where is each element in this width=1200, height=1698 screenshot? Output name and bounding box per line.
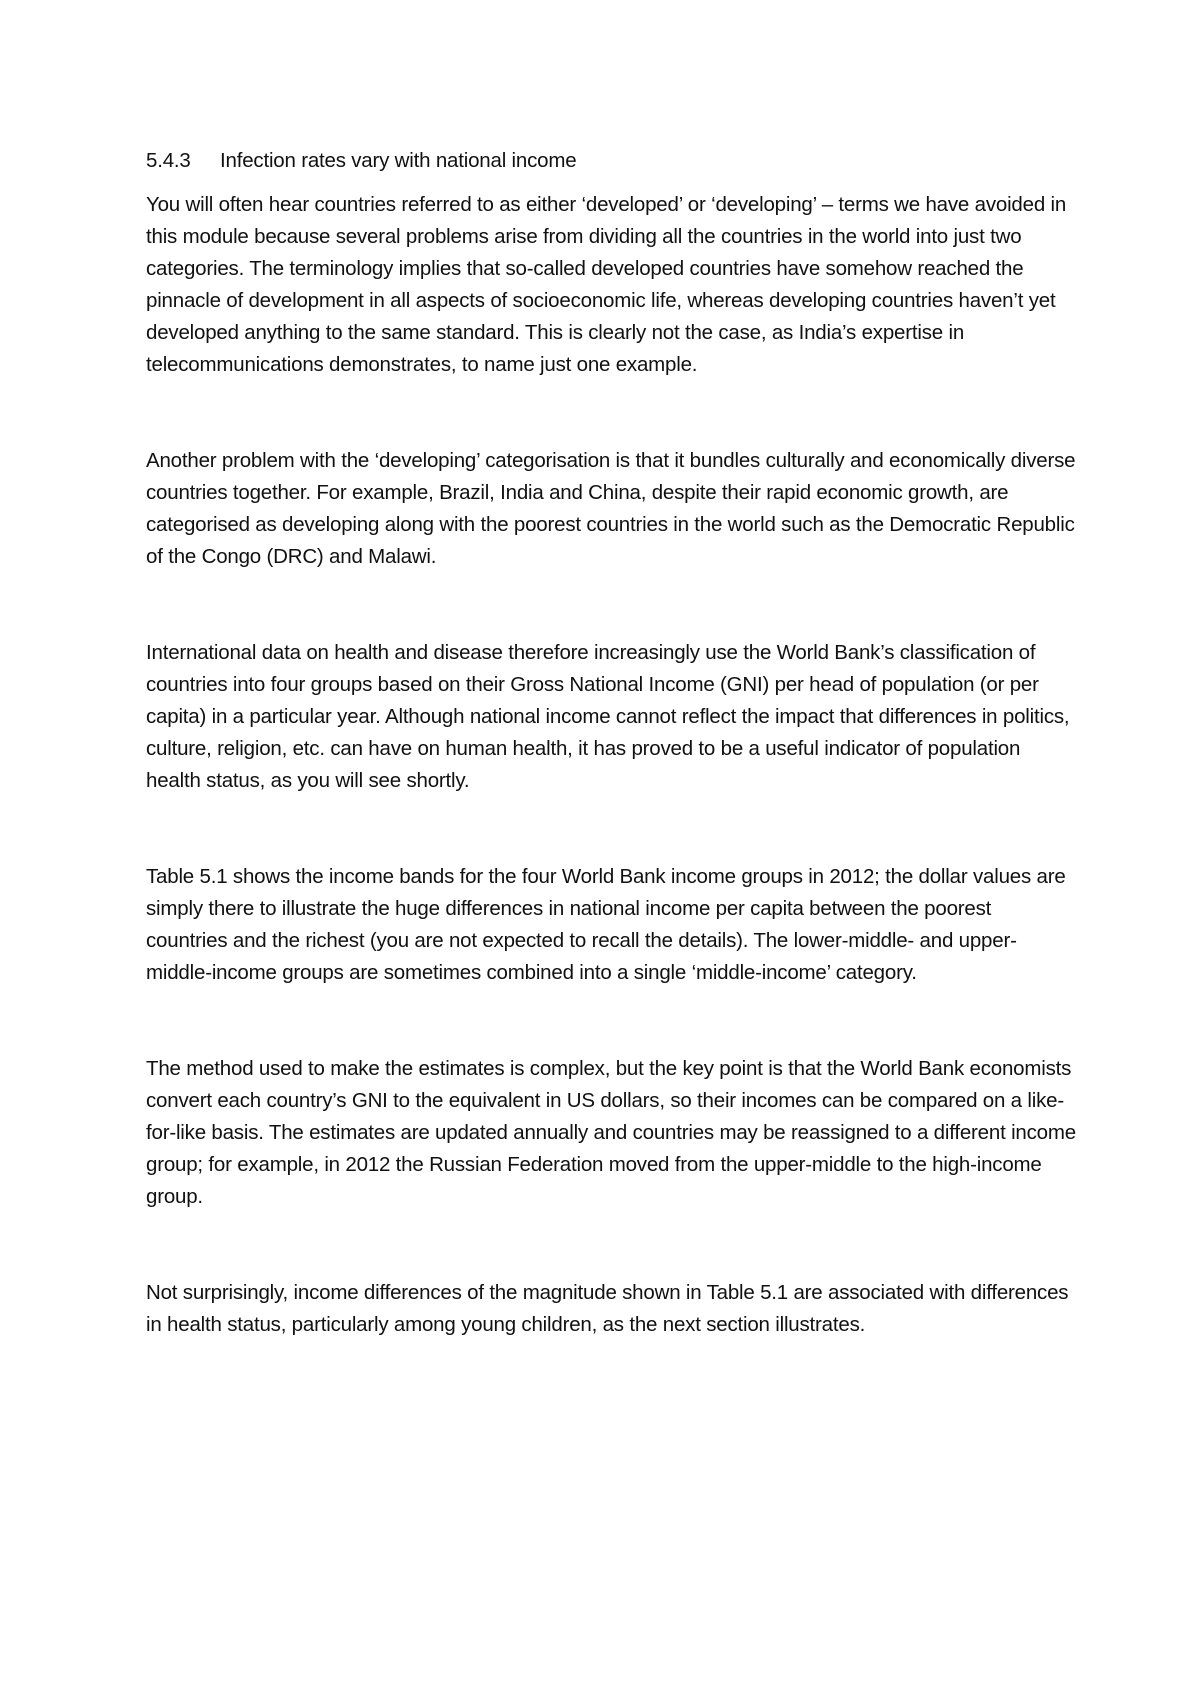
paragraph-health-differences: Not surprisingly, income differences of the magnitude shown in Table 5.1 are associated with differences in health status, particularly among young children, as the next section illustrates. bbox=[146, 1281, 1069, 1336]
paragraph-categorisation-problem: Another problem with the ‘developing’ categorisation is that it bundles culturally and economically diverse countries together. For example, Brazil, India and China, despite their rapid economic growth, are categorised as developing along with the poorest countries in the world such as the Democratic Republic of the Congo (DRC) and Malawi. bbox=[146, 449, 1076, 568]
paragraph-developed-developing: You will often hear countries referred to as either ‘developed’ or ‘developing’ – terms we have avoided in this module because several problems arise from dividing all the countries in the world into just two categories. The terminology implies that so-called developed countries have somehow reached the pinnacle of development in all aspects of socioeconomic life, whereas developing countries haven’t yet developed anything to the same standard. This is clearly not the case, as India’s expertise in telecommunications demonstrates, to name just one example. bbox=[146, 193, 1067, 376]
section-heading bbox=[146, 145, 1076, 177]
paragraph-world-bank-classification: International data on health and disease therefore increasingly use the World Bank’s classification of countries into four groups based on their Gross National Income (GNI) per head of population (or per capita) in a particular year. Although national income cannot reflect the impact that differences in politics, culture, religion, etc. can have on human health, it has proved to be a useful indicator of population health status, as you will see shortly. bbox=[146, 641, 1070, 792]
document-body bbox=[146, 145, 1076, 1405]
section-title: Infection rates vary with national income bbox=[220, 149, 577, 172]
paragraph-income-bands: Table 5.1 shows the income bands for the four World Bank income groups in 2012; the dollar values are simply there to illustrate the huge differences in national income per capita between the poorest countries and the richest (you are not expected to recall the details). The lower-middle- and upper-middle-income groups are sometimes combined into a single ‘middle-income’ category. bbox=[146, 865, 1066, 984]
section-number: 5.4.3 bbox=[146, 149, 191, 172]
paragraph-estimation-method: The method used to make the estimates is complex, but the key point is that the World Bank economists convert each country’s GNI to the equivalent in US dollars, so their incomes can be compared on a like-for-like basis. The estimates are updated annually and countries may be reassigned to a different income group; for example, in 2012 the Russian Federation moved from the upper-middle to the high-income group. bbox=[146, 1057, 1076, 1208]
